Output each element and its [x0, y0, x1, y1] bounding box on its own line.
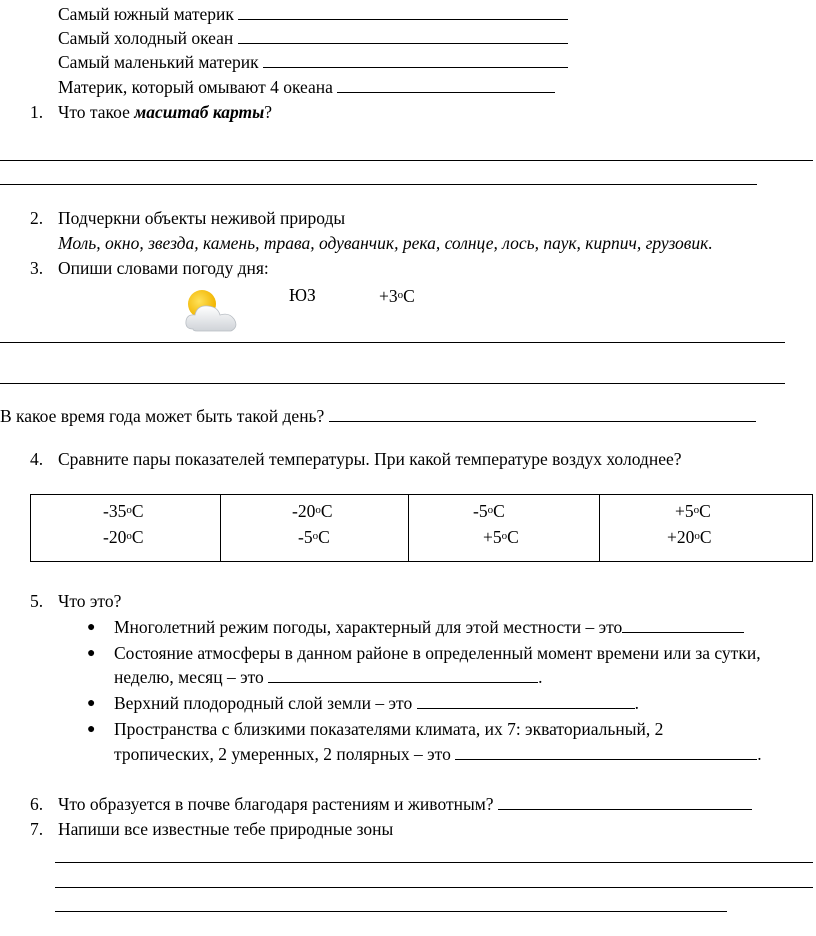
question-4: Сравните пары показателей температуры. При какой температуре воздух холоднее?: [58, 449, 682, 469]
bullet-icon: ●: [87, 722, 96, 737]
bullet-item-climate-zones-cont: тропических, 2 умеренных, 2 полярных – это .: [114, 744, 762, 764]
wind-direction: ЮЗ: [289, 285, 316, 305]
answer-line[interactable]: [55, 862, 813, 863]
answer-blank[interactable]: [329, 405, 756, 422]
question-6: Что образуется в почве благодаря растениям и животным?: [58, 793, 752, 815]
temperature-pair-cell[interactable]: [221, 495, 409, 562]
answer-line[interactable]: [0, 184, 757, 185]
bullet-icon: ●: [87, 646, 96, 661]
temperature-top: $+5^оС$: [675, 501, 711, 521]
question-number: 5.: [30, 591, 44, 611]
bullet-item-weather: Состояние атмосферы в данном районе в определенный момент времени или за сутки,: [114, 643, 761, 663]
question-3: Опиши словами погоду дня:: [58, 258, 269, 278]
answer-blank[interactable]: [268, 666, 538, 683]
question-7: Напиши все известные тебе природные зоны: [58, 819, 394, 839]
bullet-item-weather-cont: неделю, месяц – это .: [114, 667, 543, 687]
temperature-top: $-20^оС$: [292, 501, 333, 521]
temperature-bottom: $-20^оС$: [103, 527, 144, 547]
bullet-icon: ●: [87, 696, 96, 711]
question-number: 6.: [30, 794, 44, 814]
question-2-items: Моль, окно, звезда, камень, трава, одуванчик, река, солнце, лось, паук, кирпич, грузовик.: [58, 233, 713, 253]
partly-cloudy-icon: [183, 287, 241, 335]
question-number: 2.: [30, 208, 44, 228]
question-number: 4.: [30, 449, 44, 469]
temperature-pair-cell[interactable]: [31, 495, 221, 562]
temperature-pair-cell[interactable]: [409, 495, 600, 562]
answer-blank[interactable]: [238, 3, 568, 20]
answer-blank[interactable]: [455, 743, 757, 760]
answer-blank[interactable]: [498, 793, 752, 810]
bullet-item-soil: Верхний плодородный слой земли – это .: [114, 693, 639, 713]
season-question: В какое время года может быть такой день?: [0, 405, 756, 427]
question-number: 3.: [30, 258, 44, 278]
question-number: 7.: [30, 819, 44, 839]
temperature-bottom: $-5^оС$: [298, 527, 330, 547]
answer-line[interactable]: [0, 160, 813, 161]
bullet-item-climate-zones: Пространства с близкими показателями климата, их 7: экваториальный, 2: [114, 719, 664, 739]
list-line-smallest-continent: Самый маленький материк: [58, 51, 568, 73]
question-1: Что такое масштаб карты?: [58, 102, 273, 122]
temperature-pair-cell[interactable]: [600, 495, 813, 562]
question-1-emphasis: масштаб карты: [134, 102, 265, 122]
list-line-southern-continent: Самый южный материк: [58, 3, 568, 25]
answer-blank[interactable]: [622, 616, 744, 633]
temperature-top: $-35^оС$: [103, 501, 144, 521]
bullet-item-climate: Многолетний режим погоды, характерный для этой местности – это: [114, 616, 744, 638]
temperature-bottom: $+20^оС$: [667, 527, 712, 547]
question-number: 1.: [30, 102, 44, 122]
answer-blank[interactable]: [238, 27, 568, 44]
answer-blank[interactable]: [417, 692, 635, 709]
temperature-reading: $+3^оС$: [379, 286, 415, 306]
question-2: Подчеркни объекты неживой природы: [58, 208, 346, 228]
list-line-coldest-ocean: Самый холодный океан: [58, 27, 568, 49]
answer-blank[interactable]: [263, 51, 568, 68]
temperature-top: $-5^оС$: [473, 501, 505, 521]
temperature-table: [30, 494, 813, 562]
temperature-bottom: $+5^оС$: [483, 527, 519, 547]
bullet-icon: ●: [87, 620, 96, 635]
answer-blank[interactable]: [337, 76, 555, 93]
list-line-four-oceans: Материк, который омывают 4 океана: [58, 76, 555, 98]
question-5: Что это?: [58, 591, 122, 611]
answer-line[interactable]: [0, 383, 785, 384]
answer-line[interactable]: [55, 911, 727, 912]
answer-line[interactable]: [0, 342, 785, 343]
answer-line[interactable]: [55, 887, 813, 888]
